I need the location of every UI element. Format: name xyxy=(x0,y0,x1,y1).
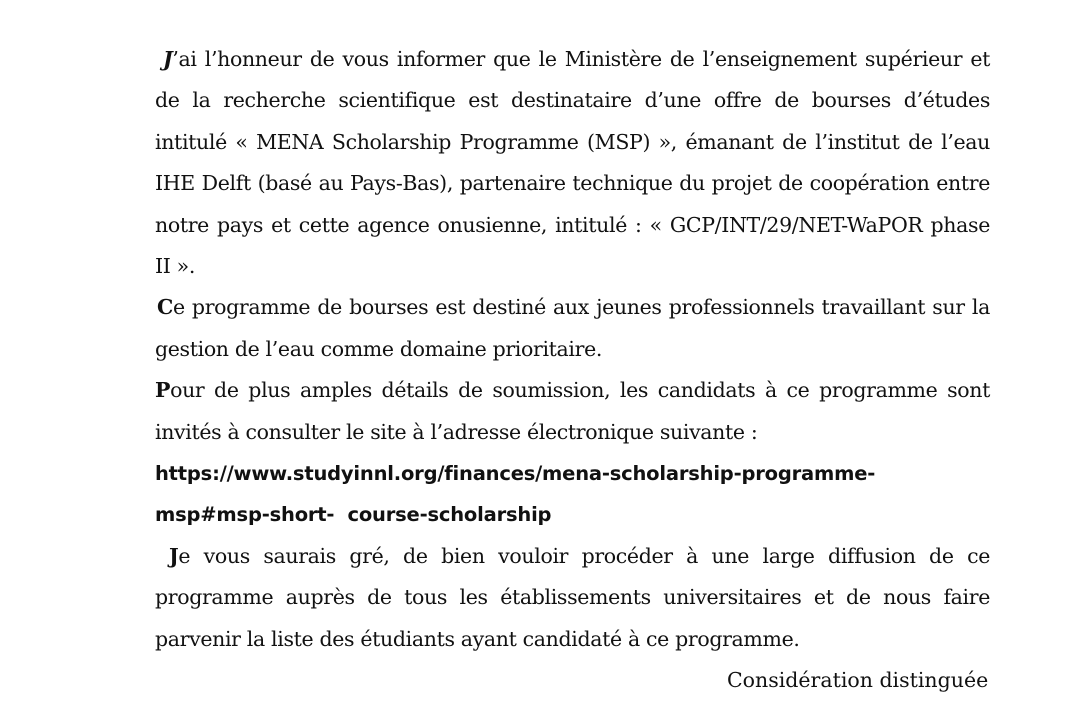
paragraph-intro xyxy=(155,39,990,287)
drop-letter: C xyxy=(157,295,173,320)
paragraph-text: ’ai l’honneur de vous informer que le Ministère de l’enseignement supérieur et de la recherche scientifique est destinataire d’une offre de bourses d’études intitulé « MENA Scholarship Programme (MSP) », émanant de l’institut de l’eau IHE Delft (basé au Pays-Bas), partenaire technique du projet de coopération entre notre pays et cette agence onusienne, intitulé : « GCP/INT/29/NET-WaPOR phase II ». xyxy=(155,47,990,279)
paragraph-text: e vous saurais gré, de bien vouloir procéder à une large diffusion de ce programme auprès de tous les établissements universitaires et de nous faire parvenir la liste des étudiants ayant candidaté à ce programme. xyxy=(155,543,990,651)
drop-letter: J xyxy=(163,47,173,71)
drop-letter: J xyxy=(169,543,179,568)
website-link[interactable] xyxy=(155,453,990,536)
paragraph-text: our de plus amples détails de soumission, les candidats à ce programme sont invités à consulter le site à l’adresse électronique suivante : xyxy=(155,378,990,444)
paragraph-programme xyxy=(155,287,990,370)
website-link-line-1: https://www.studyinnl.org/finances/mena-scholarship-programme- xyxy=(155,462,876,486)
closing-salutation: Considération distinguée xyxy=(727,668,989,692)
website-link-line-2: msp#msp-short- course-scholarship xyxy=(155,503,552,527)
paragraph-request xyxy=(155,536,990,660)
drop-letter: P xyxy=(155,378,171,403)
paragraph-details xyxy=(155,370,990,453)
letter-body xyxy=(155,39,990,660)
paragraph-text: e programme de bourses est destiné aux jeunes professionnels travaillant sur la gestion de l’eau comme domaine prioritaire. xyxy=(155,295,990,361)
